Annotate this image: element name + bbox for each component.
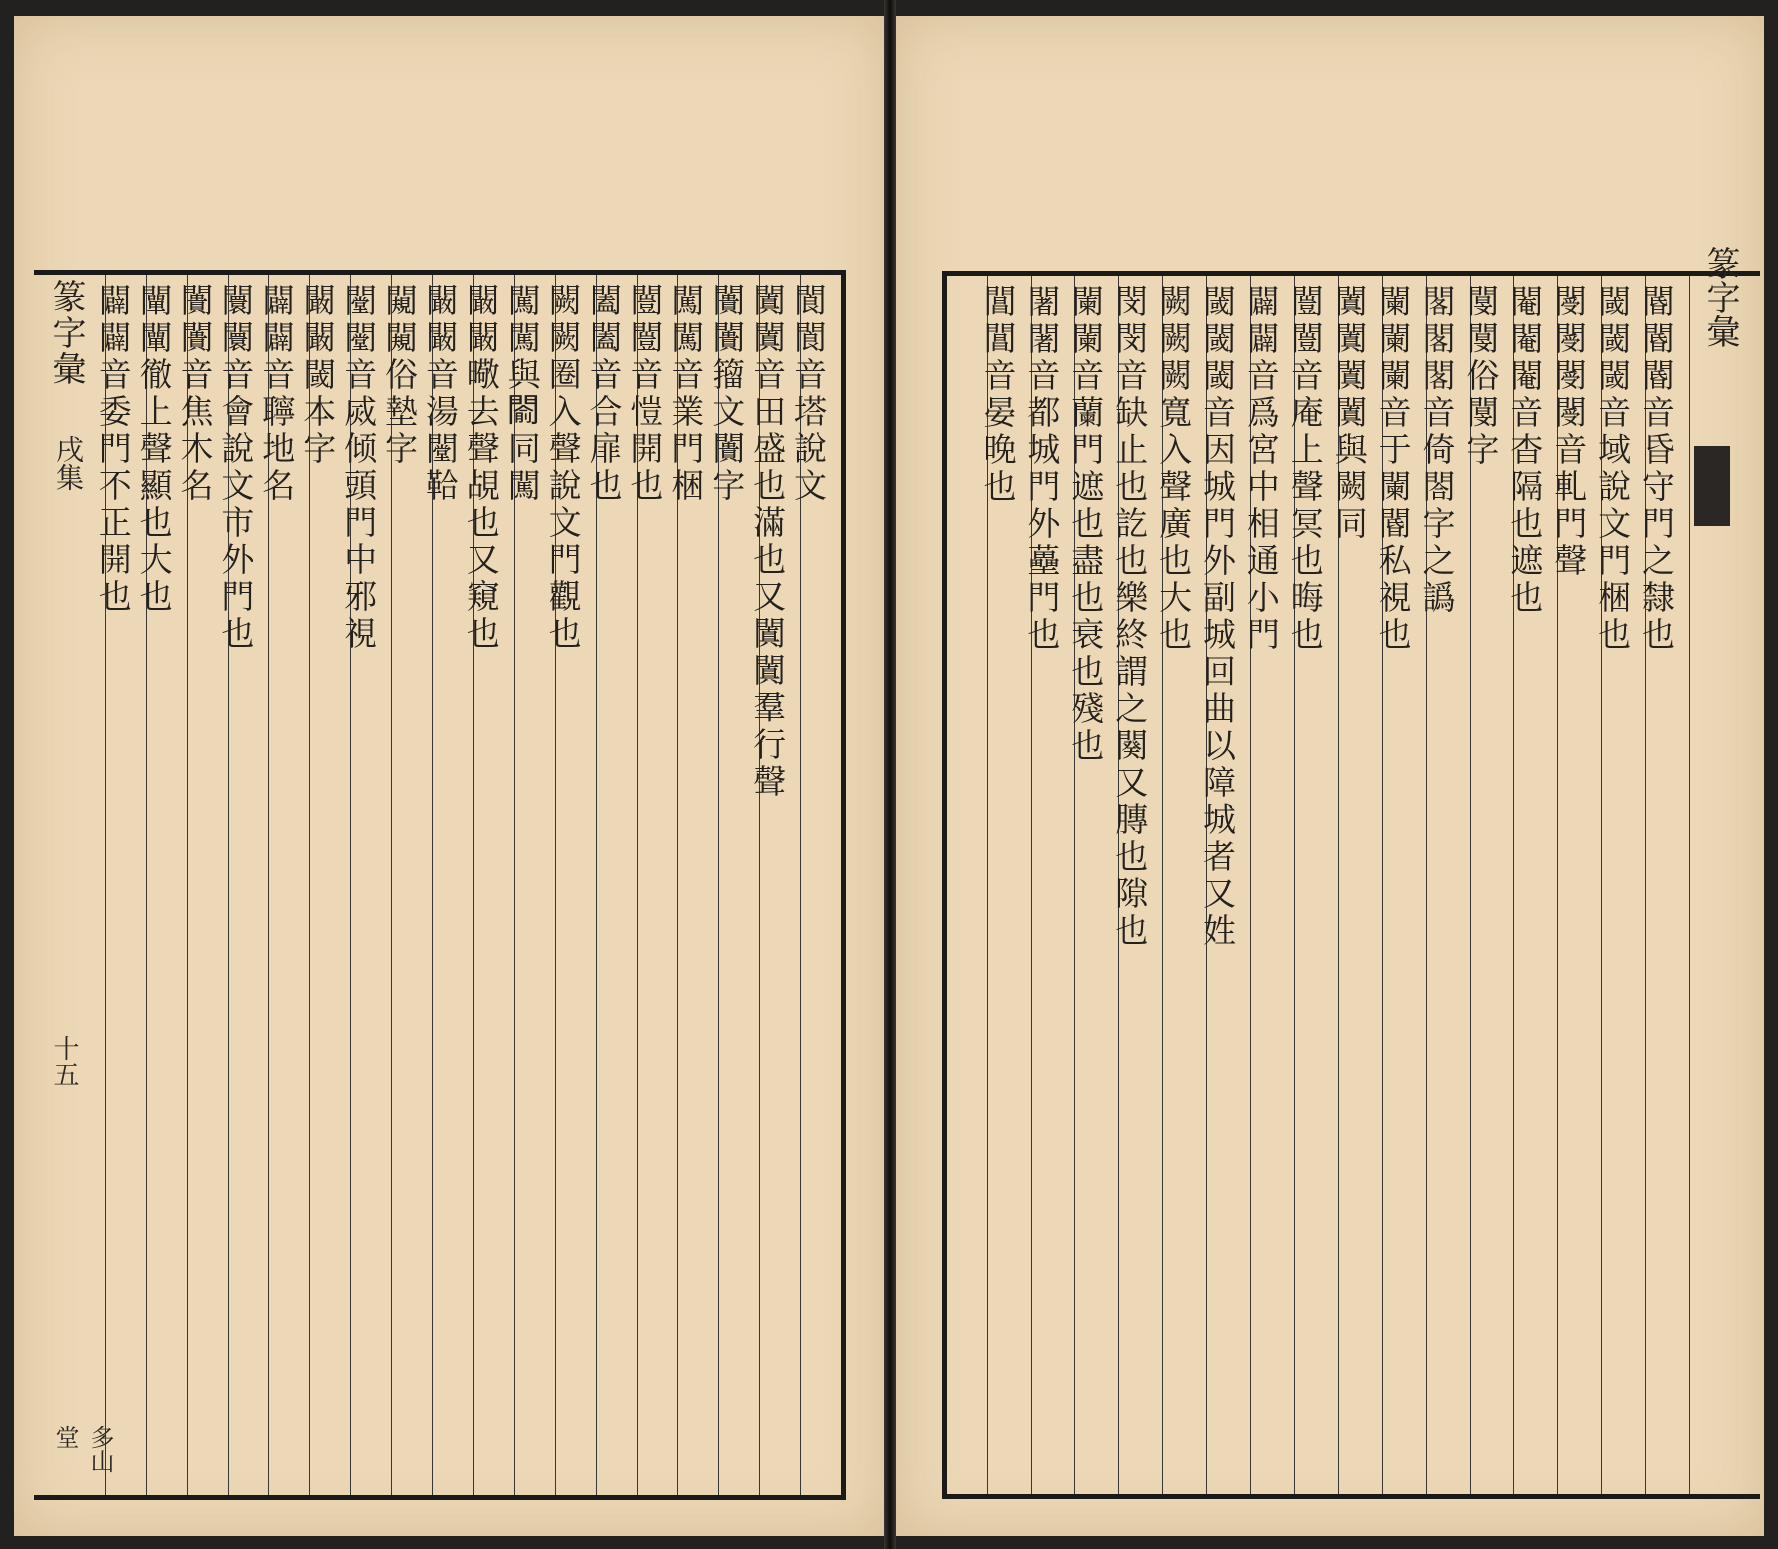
left-column-text: 闢闢音聹地名 — [257, 283, 297, 505]
left-page — [14, 16, 886, 1536]
right-column-text: 閶閶音晏晚也 — [978, 284, 1018, 506]
left-text-column — [788, 275, 841, 1495]
right-text-column — [1066, 276, 1118, 1494]
margin-page-number: 十五 — [49, 1035, 79, 1087]
left-column-text: 闐闐音田盛也滿也又闐闐羣行聲 — [748, 283, 788, 801]
right-margin-title: 篆字彙 — [1700, 246, 1740, 348]
right-text-column — [1329, 276, 1382, 1494]
right-text-column — [1593, 276, 1645, 1494]
left-column-text: 闔闔音合扉也 — [584, 283, 624, 505]
right-column-text: 闌闌闌音于闌閽私視也 — [1373, 284, 1413, 654]
left-text-column — [707, 275, 759, 1495]
margin-title: 篆字彙 — [46, 279, 86, 387]
left-text-column — [379, 275, 432, 1495]
left-text-column — [257, 275, 309, 1495]
right-text-column — [1197, 276, 1250, 1494]
left-text-column — [339, 275, 391, 1495]
right-text-column — [1505, 276, 1557, 1494]
left-text-column — [584, 275, 637, 1495]
right-text-block — [942, 246, 1760, 1499]
left-text-column — [625, 275, 678, 1495]
right-column-text: 闍闍音都城門外蘲門也 — [1022, 284, 1062, 654]
right-column-text: 閽閽閽音昏守門之隸也 — [1636, 284, 1676, 654]
left-text-column — [666, 275, 718, 1495]
right-text-column — [1241, 276, 1294, 1494]
right-text-column — [1154, 276, 1206, 1494]
right-column-text: 閣閣閣音倚閤字之譌 — [1417, 284, 1457, 617]
right-column-text: 閿閿閿閿音軋門聲 — [1549, 284, 1589, 580]
margin-publisher-hall: 多山堂 — [51, 1425, 114, 1473]
left-column-text: 闢闢音委門不正開也 — [93, 283, 133, 616]
right-column-text: 閹閹閹音杳隔也遮也 — [1505, 284, 1545, 617]
margin-juan: 戌集 — [52, 435, 85, 491]
right-column-text: 闌闌音蘭門遮也盡也衰也殘也 — [1066, 284, 1106, 765]
left-text-column — [298, 275, 350, 1495]
right-text-column — [1636, 276, 1689, 1494]
right-column-text: 閺閺俗閺字 — [1461, 284, 1501, 469]
left-text-column — [420, 275, 473, 1495]
right-text-column — [1549, 276, 1601, 1494]
left-column-text: 闓闓音愷開也 — [625, 283, 665, 505]
left-column-text: 闖闖音業門梱 — [666, 283, 706, 505]
left-column-text: 闞闞音湯闛鞈 — [420, 283, 460, 505]
left-text-column — [93, 275, 146, 1495]
left-column-text: 闡闡徹上聲顯也大也 — [134, 283, 174, 616]
right-column-text: 闓闓音庵上聲冥也晦也 — [1285, 284, 1325, 654]
left-column-text: 闖闖與𨵦同闖 — [502, 283, 542, 505]
right-text-column — [1417, 276, 1470, 1494]
right-column-text: 閾閾閾音域說文門梱也 — [1593, 284, 1633, 654]
right-page — [896, 16, 1764, 1536]
left-column-text: 閬閬音塔說文 — [788, 283, 828, 505]
right-text-column — [1461, 276, 1514, 1494]
right-text-column — [1373, 276, 1426, 1494]
left-text-column — [175, 275, 228, 1495]
right-text-column — [1285, 276, 1338, 1494]
right-column-text: 閔閔音缺止也訖也樂終謂之闋又膞也隙也 — [1110, 284, 1150, 950]
left-column-text: 闠闠音焦木名 — [175, 283, 215, 505]
left-column-text: 闕闕圈入聲說文門觀也 — [543, 283, 583, 653]
book-gutter — [884, 0, 896, 1549]
left-text-column — [543, 275, 596, 1495]
right-column-text: 闕闕闕寬入聲廣也大也 — [1154, 284, 1194, 654]
left-text-column — [461, 275, 514, 1495]
right-column-text: 閾閾閾音因城門外副城回曲以障城者又姓 — [1197, 284, 1237, 950]
left-column-text: 闞闞曔去聲覘也又窺也 — [461, 283, 501, 653]
fishtail-mark — [1694, 446, 1730, 526]
left-column-text: 闠闠籀文闠字 — [707, 283, 747, 505]
right-margin-column — [1689, 246, 1761, 1494]
left-text-column — [502, 275, 555, 1495]
right-text-column — [978, 276, 1031, 1494]
right-text-column — [1022, 276, 1075, 1494]
left-text-block — [34, 270, 846, 1500]
right-column-text: 闢闢音爲宮中相通小門 — [1241, 284, 1281, 654]
left-text-column — [216, 275, 269, 1495]
right-text-column — [1110, 276, 1162, 1494]
left-column-text: 闞闞閾本字 — [298, 283, 338, 468]
right-column-text: 闐闐闐闐與闕同 — [1329, 284, 1369, 543]
left-column-text: 闤闤音會說文市外門也 — [216, 283, 256, 653]
left-text-column — [748, 275, 800, 1495]
left-column-text: 闚闚俗墊字 — [379, 283, 419, 468]
left-text-column — [134, 275, 187, 1495]
left-column-text: 闛闛音烕倾頭門中邪視 — [339, 283, 379, 653]
